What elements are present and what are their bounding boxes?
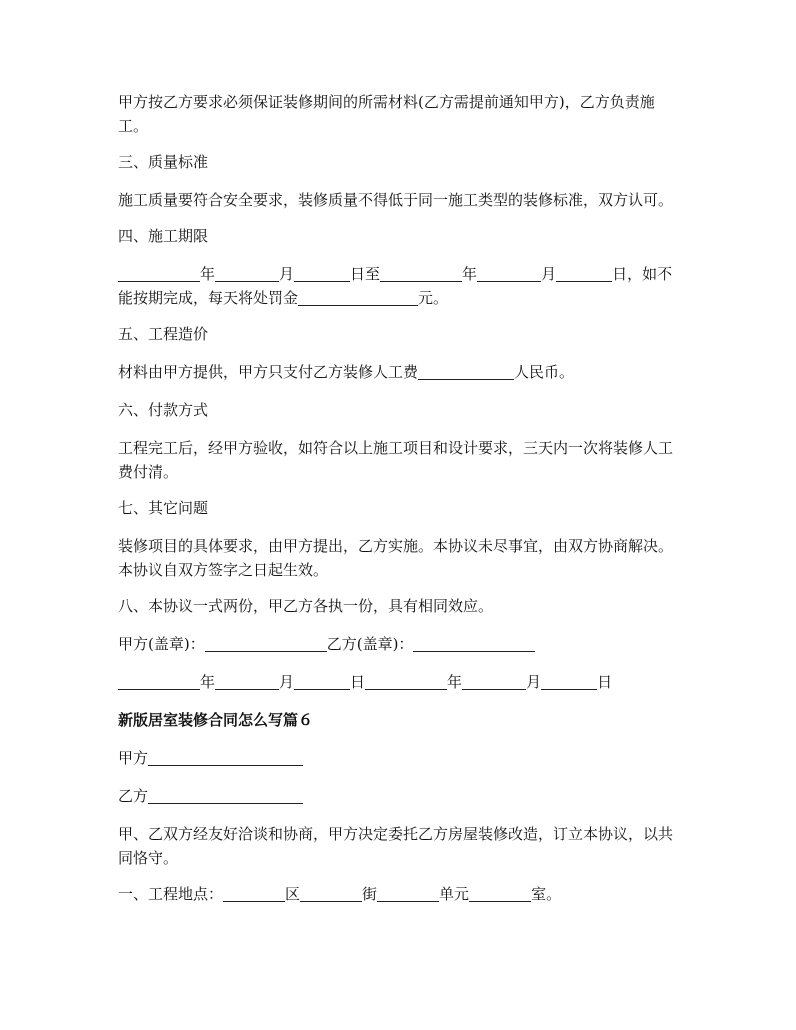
- blank-date-b-month: [462, 673, 526, 690]
- label-year: 年: [200, 673, 216, 691]
- blank-date-a-year: [118, 673, 200, 690]
- blank-date-a-day: [294, 673, 350, 690]
- intro-paragraph: 甲、乙双方经友好洽谈和协商，甲方决定委托乙方房屋装修改造，订立本协议，以共同恪守。: [118, 825, 674, 867]
- section-8: 八、本协议一式两份，甲乙方各执一份，具有相同效应。: [118, 597, 494, 615]
- section-heading-6: 新版居室装修合同怎么写篇６: [118, 711, 314, 729]
- party-b-line: [118, 784, 684, 808]
- blank-start-year: [118, 265, 200, 282]
- address-label: 一、工程地点：: [118, 885, 224, 903]
- party-b-label: 乙方: [118, 787, 149, 805]
- blank-party-b: [148, 787, 303, 804]
- section-3-title: 三、质量标准: [118, 153, 209, 171]
- label-month: 月: [526, 673, 542, 691]
- label-year: 年: [447, 673, 463, 691]
- label-yuan: 元。: [418, 289, 449, 307]
- section-3-body: 施工质量要符合安全要求，装修质量不得低于同一施工类型的装修标准，双方认可。: [118, 191, 674, 209]
- party-b-seal-label: 乙方(盖章)：: [326, 635, 414, 653]
- section-7-title: 七、其它问题: [118, 499, 209, 517]
- blank-street: [300, 885, 362, 902]
- party-a-line: [118, 746, 684, 770]
- section-6-body: 工程完工后，经甲方验收，如符合以上施工项目和设计要求，三天内一次将装修人工费付清。: [118, 439, 674, 481]
- blank-room: [469, 885, 531, 902]
- section-6-title: 六、付款方式: [118, 401, 209, 419]
- label-rmb: 人民币。: [514, 363, 575, 381]
- signature-line: [118, 632, 684, 656]
- blank-end-day: [556, 265, 612, 282]
- blank-penalty-amount: [298, 289, 418, 306]
- label-day: 日: [597, 673, 613, 691]
- labor-fee-text: 材料由甲方提供，甲方只支付乙方装修人工费: [118, 363, 419, 381]
- blank-end-month: [477, 265, 541, 282]
- blank-date-a-month: [215, 673, 279, 690]
- document-page: [118, 90, 684, 920]
- blank-date-b-year: [365, 673, 447, 690]
- label-district: 区: [285, 885, 301, 903]
- label-day-comma: 日，如不: [612, 265, 673, 283]
- label-year: 年: [462, 265, 478, 283]
- label-day-to: 日至: [350, 265, 381, 283]
- blank-party-b-seal: [413, 635, 535, 652]
- label-month: 月: [541, 265, 557, 283]
- party-a-seal-label: 甲方(盖章)：: [118, 635, 205, 653]
- penalty-text: 能按期完成，每天将处罚金: [118, 289, 299, 307]
- blank-party-a-seal: [205, 635, 327, 652]
- label-year: 年: [200, 265, 216, 283]
- label-room: 室。: [531, 885, 562, 903]
- blank-date-b-day: [541, 673, 597, 690]
- label-unit: 单元: [439, 885, 470, 903]
- blank-end-year: [380, 265, 462, 282]
- blank-start-day: [294, 265, 350, 282]
- label-month: 月: [279, 673, 295, 691]
- address-line: [118, 882, 684, 906]
- section-5-title: 五、工程造价: [118, 325, 209, 343]
- blank-district: [223, 885, 285, 902]
- section-7-body: 装修项目的具体要求，由甲方提出，乙方实施。本协议未尽事宜，由双方协商解决。本协议自双方签字之日起生效。: [118, 537, 674, 579]
- blank-start-month: [215, 265, 279, 282]
- blank-labor-fee: [418, 363, 514, 380]
- signature-date-line: [118, 670, 684, 694]
- label-day: 日: [350, 673, 366, 691]
- blank-party-a: [148, 749, 303, 766]
- label-month: 月: [279, 265, 295, 283]
- section-4-body: [118, 262, 684, 310]
- blank-unit: [377, 885, 439, 902]
- paragraph-materials: 甲方按乙方要求必须保证装修期间的所需材料(乙方需提前通知甲方)，乙方负责施工。: [118, 93, 655, 135]
- label-street: 街: [362, 885, 378, 903]
- section-5-body: [118, 360, 684, 384]
- section-4-title: 四、施工期限: [118, 227, 209, 245]
- party-a-label: 甲方: [118, 749, 149, 767]
